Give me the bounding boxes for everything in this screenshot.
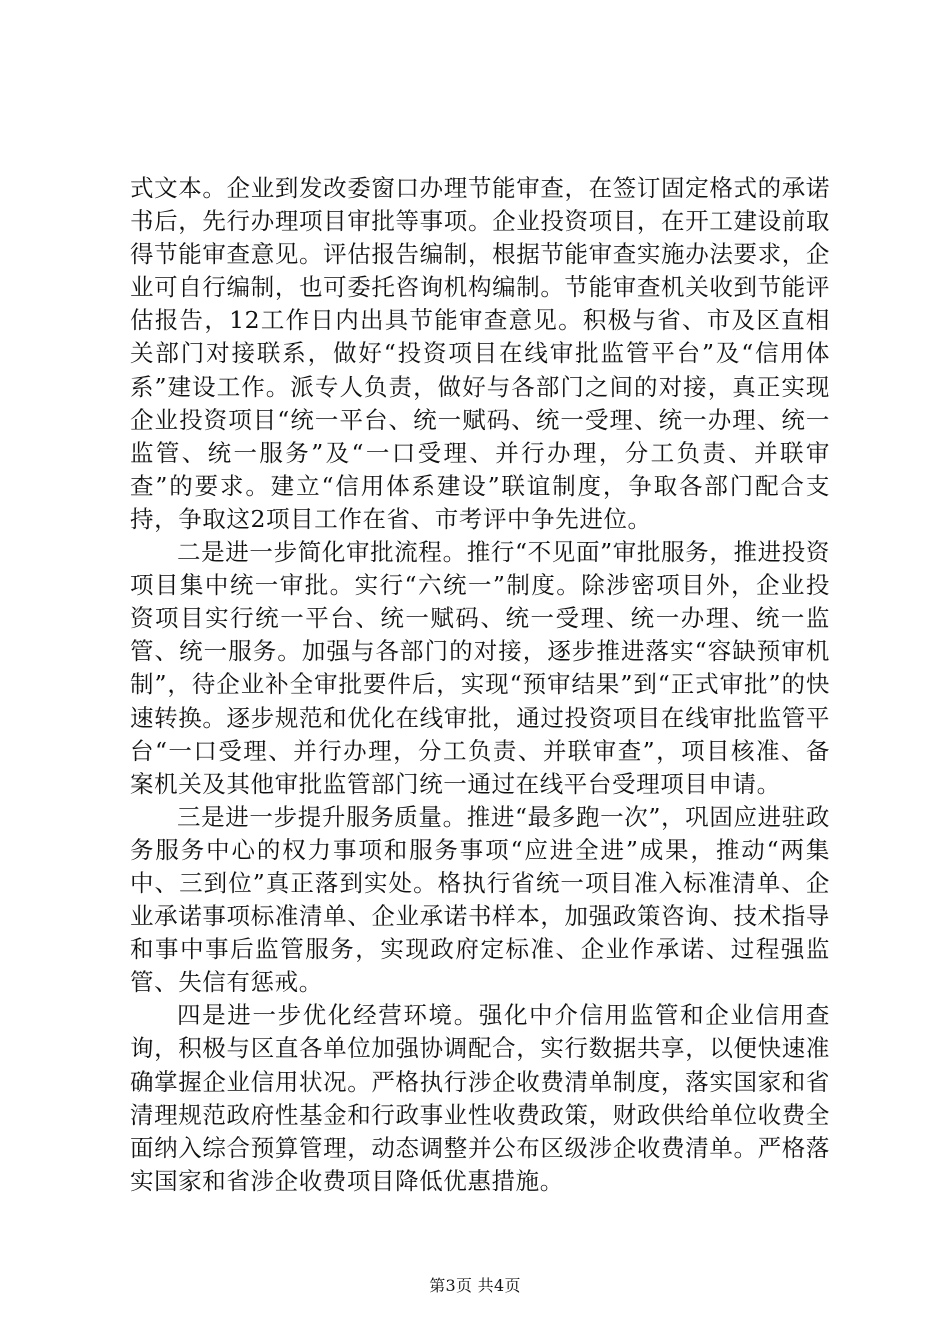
page-footer: 第3页 共4页 <box>429 1276 521 1295</box>
document-body <box>130 172 830 1198</box>
paragraph-business-environment: 四是进一步优化经营环境。强化中介信用监管和企业信用查询，积极与区直各单位加强协调配合，实行数据共享，以便快速准确掌握企业信用状况。严格执行涉企收费清单制度，落实国家和省清理规范政府性基金和行政事业性收费政策，财政供给单位收费全面纳入综合预算管理，动态调整并公布区级涉企收费清单。严格落实国家和省涉企收费项目降低优惠措施。 <box>130 1001 830 1195</box>
paragraph-simplify-approval: 二是进一步简化审批流程。推行“不见面”审批服务，推进投资项目集中统一审批。实行“六统一”制度。除涉密项目外，企业投资项目实行统一平台、统一赋码、统一受理、统一办理、统一监管、统一服务。加强与各部门的对接，逐步推进落实“容缺预审机制”，待企业补全审批要件后，实现“预审结果”到“正式审批”的快速转换。逐步规范和优化在线审批，通过投资项目在线审批监管平台“一口受理、并行办理，分工负责、并联审查”，项目核准、备案机关及其他审批监管部门统一通过在线平台受理项目申请。 <box>130 538 830 798</box>
paragraph-service-quality: 三是进一步提升服务质量。推进“最多跑一次”，巩固应进驻政务服务中心的权力事项和服务事项“应进全进”成果，推动“两集中、三到位”真正落到实处。格执行省统一项目准入标准清单、企业承诺事项标准清单、企业承诺书样本，加强政策咨询、技术指导和事中事后监管服务，实现政府定标准、企业作承诺、过程强监管、失信有惩戒。 <box>130 802 830 997</box>
paragraph-continuation: 式文本。企业到发改委窗口办理节能审查，在签订固定格式的承诺书后，先行办理项目审批等事项。企业投资项目，在开工建设前取得节能审查意见。评估报告编制，根据节能审查实施办法要求，企业可自行编制，也可委托咨询机构编制。节能审查机关收到节能评估报告，12工作日内出具节能审查意见。积极与省、市及区直相关部门对接联系，做好“投资项目在线审批监管平台”及“信用体系”建设工作。派专人负责，做好与各部门之间的对接，真正实现企业投资项目“统一平台、统一赋码、统一受理、统一办理、统一监管、统一服务”及“一口受理、并行办理，分工负责、并联审查”的要求。建立“信用体系建设”联谊制度，争取各部门配合支持，争取这2项目工作在省、市考评中争先进位。 <box>130 174 830 533</box>
